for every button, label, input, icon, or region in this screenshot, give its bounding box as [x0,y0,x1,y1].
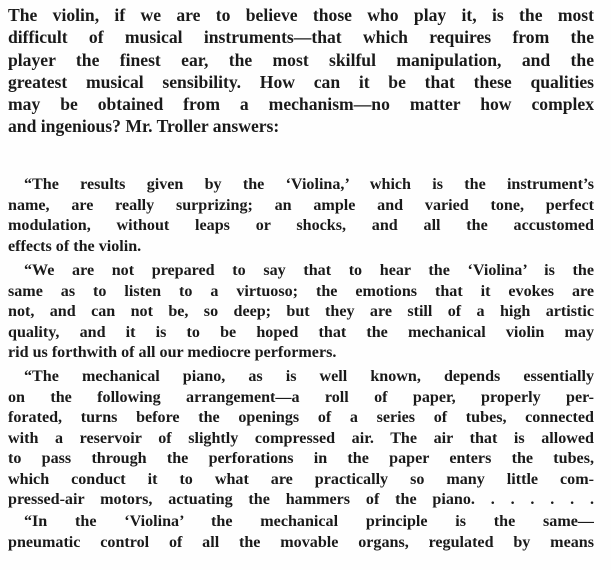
text-line: effects of the violin. [8,237,142,255]
text-line: “In the ‘Violina’ the mechanical principle is the same— [24,513,594,530]
text-line: same as to listen to a virtuoso; the emotions that it evokes are [8,282,594,300]
intro-paragraph [8,4,594,138]
quote-paragraph-violina-results [8,175,594,257]
text-line: which conduct it to what are practically so many little com- [8,470,594,488]
text-line: modulation, without leaps or shocks, and all the accustomed [8,217,594,234]
quote-paragraph-virtuoso [8,261,594,364]
text-line: and ingenious? Mr. Troller answers: [8,116,280,137]
text-line: rid us forthwith of all our mediocre performers. [8,344,337,361]
text-line: on the following arrangement—a roll of paper, properly per- [8,388,594,406]
text-line: “The results given by the ‘Violina,’ which is the instrument’s [24,176,594,193]
text-line: greatest musical sensibility. How can it be that these qualities [8,71,594,92]
text-line: to pass through the perforations in the paper enters the tubes, [8,450,594,467]
text-line: name, are really surprizing; an ample and varied tone, perfect [8,196,594,214]
text-line: player the finest ear, the most skilful manipulation, and the [8,49,594,70]
quote-paragraph-violina-principle [8,512,594,553]
text-line: The violin, if we are to believe those who play it, is the most [8,5,594,25]
text-line: quality, and it is to be hoped that the mechanical violin may [8,323,594,341]
quote-paragraph-mechanical-piano [8,367,594,511]
text-line: pneumatic control of all the movable organs, regulated by means [8,533,594,551]
text-line: difficult of musical instruments—that which requires from the [8,27,594,48]
text-line: pressed-air motors, actuating the hammers of the piano. . . . . . . [8,491,594,508]
text-line: with a reservoir of slightly compressed air. The air that is allowed [8,429,594,447]
text-line: “We are not prepared to say that to hear the ‘Violina’ is the [24,262,594,279]
text-line: forated, turns before the openings of a series of tubes, connected [8,409,594,426]
text-line: not, and can not be, so deep; but they are still of a high artistic [8,303,594,320]
text-line: “The mechanical piano, as is well known, depends essentially [24,368,594,385]
text-line: may be obtained from a mechanism—no matter how complex [8,94,594,115]
